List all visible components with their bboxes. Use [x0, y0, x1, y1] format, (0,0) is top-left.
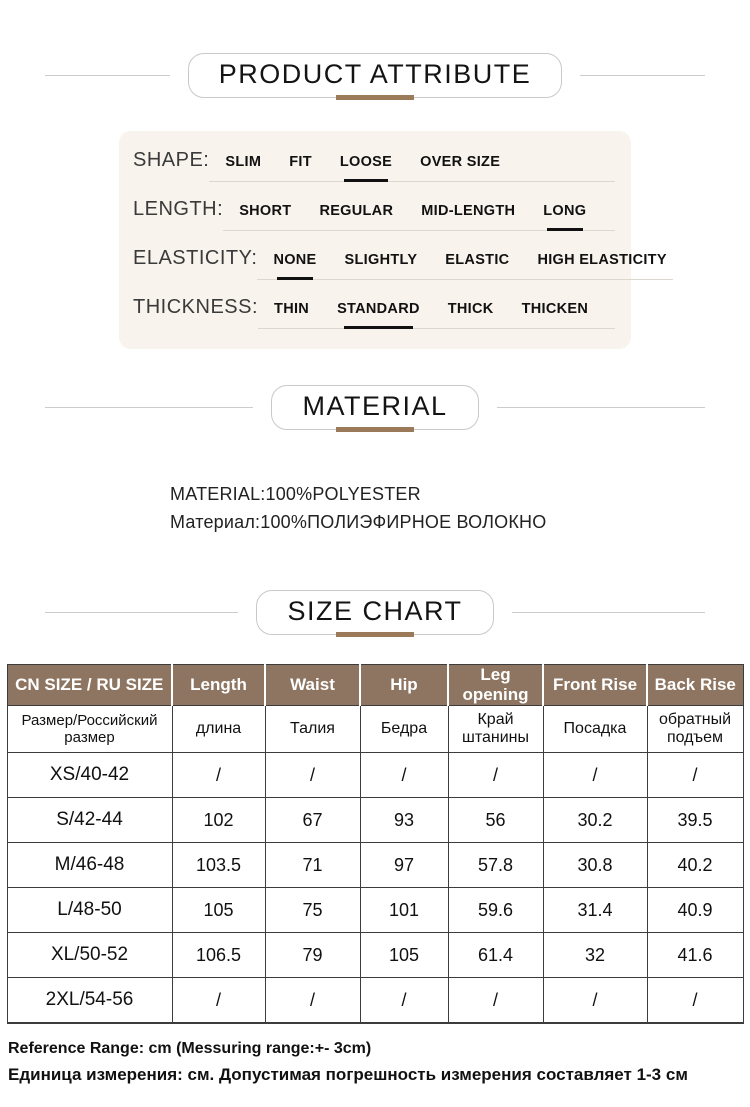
value-cell: 105 [172, 888, 265, 933]
value-cell: 30.2 [543, 798, 647, 843]
attribute-option: MID-LENGTH [421, 203, 516, 219]
table-row [7, 843, 743, 888]
size-cell: 2XL/54-56 [7, 978, 172, 1024]
attribute-option: STANDARD [337, 301, 420, 317]
section-title-size-chart: SIZE CHART [256, 590, 493, 635]
column-header: Back Rise [647, 665, 743, 706]
table-row [7, 933, 743, 978]
value-cell: 31.4 [543, 888, 647, 933]
header-line-right [497, 407, 705, 408]
attribute-row-thickness [133, 296, 615, 329]
value-cell: 32 [543, 933, 647, 978]
table-header-row-en [7, 665, 743, 706]
attribute-label-length: LENGTH: [133, 198, 224, 220]
material-line-en: MATERIAL:100%POLYESTER [170, 484, 421, 504]
value-cell: 59.6 [448, 888, 543, 933]
table-row [7, 798, 743, 843]
attribute-option: SHORT [239, 203, 292, 219]
header-line-right [512, 612, 705, 613]
attribute-options-elasticity [257, 252, 672, 280]
column-header-ru: Посадка [543, 706, 647, 753]
column-header: Leg opening [448, 665, 543, 706]
value-cell: / [172, 978, 265, 1024]
table-row [7, 888, 743, 933]
attribute-label-elasticity: ELASTICITY: [133, 247, 258, 269]
value-cell: 97 [360, 843, 448, 888]
footer-notes [8, 1037, 742, 1088]
value-cell: / [360, 753, 448, 798]
attribute-option: NONE [273, 252, 317, 268]
table-row [7, 978, 743, 1024]
column-header: Waist [265, 665, 360, 706]
value-cell: 105 [360, 933, 448, 978]
value-cell: / [543, 753, 647, 798]
attributes-panel [119, 131, 667, 349]
value-cell: 102 [172, 798, 265, 843]
value-cell: 67 [265, 798, 360, 843]
attribute-row-length [133, 198, 615, 231]
value-cell: / [647, 753, 743, 798]
value-cell: 41.6 [647, 933, 743, 978]
column-header-ru: обратный подъем [647, 706, 743, 753]
material-block [170, 480, 750, 536]
value-cell: 101 [360, 888, 448, 933]
value-cell: / [448, 753, 543, 798]
size-cell: XL/50-52 [7, 933, 172, 978]
value-cell: 57.8 [448, 843, 543, 888]
attribute-option: THIN [274, 301, 310, 317]
attribute-option: HIGH ELASTICITY [537, 252, 667, 268]
value-cell: 71 [265, 843, 360, 888]
table-header-row-ru [7, 706, 743, 753]
value-cell: 39.5 [647, 798, 743, 843]
attribute-label-thickness: THICKNESS: [133, 296, 259, 318]
material-line-ru: Материал:100%ПОЛИЭФИРНОЕ ВОЛОКНО [170, 512, 547, 532]
header-line-left [45, 612, 238, 613]
size-cell: M/46-48 [7, 843, 172, 888]
section-title-material: MATERIAL [271, 385, 478, 430]
section-header-product-attribute [45, 53, 705, 98]
attribute-row-elasticity [133, 247, 667, 280]
column-header: Front Rise [543, 665, 647, 706]
size-cell: L/48-50 [7, 888, 172, 933]
value-cell: 40.9 [647, 888, 743, 933]
value-cell: / [543, 978, 647, 1024]
header-line-left [45, 75, 170, 76]
value-cell: 61.4 [448, 933, 543, 978]
column-header: Hip [360, 665, 448, 706]
attribute-option: LONG [543, 203, 587, 219]
column-header-ru: Край штанины [448, 706, 543, 753]
size-chart-table [7, 664, 744, 1024]
reference-range-en: Reference Range: cm (Messuring range:+- 3cm) [8, 1040, 372, 1057]
value-cell: 106.5 [172, 933, 265, 978]
size-cell: S/42-44 [7, 798, 172, 843]
reference-range-ru: Единица измерения: см. Допустимая погрешность измерения составляет 1-3 см [8, 1065, 688, 1084]
value-cell: 79 [265, 933, 360, 978]
page [0, 53, 750, 1088]
attribute-options-thickness [258, 301, 615, 329]
attribute-option: REGULAR [319, 203, 394, 219]
attribute-label-shape: SHAPE: [133, 149, 210, 171]
header-line-left [45, 407, 253, 408]
attribute-option: OVER SIZE [420, 154, 501, 170]
value-cell: / [360, 978, 448, 1024]
attribute-row-shape [133, 149, 615, 182]
value-cell: 75 [265, 888, 360, 933]
section-header-size-chart [45, 590, 705, 635]
table-row [7, 753, 743, 798]
attribute-options-length [223, 203, 615, 231]
column-header-ru: Талия [265, 706, 360, 753]
attribute-option: THICK [447, 301, 494, 317]
column-header-ru: Размер/Российский размер [7, 706, 172, 753]
attribute-option: LOOSE [339, 154, 393, 170]
column-header: CN SIZE / RU SIZE [7, 665, 172, 706]
size-table-body [7, 753, 743, 1024]
attribute-option: ELASTIC [445, 252, 510, 268]
section-header-material [45, 385, 705, 430]
value-cell: 40.2 [647, 843, 743, 888]
value-cell: / [172, 753, 265, 798]
attribute-option: THICKEN [521, 301, 589, 317]
value-cell: 30.8 [543, 843, 647, 888]
size-cell: XS/40-42 [7, 753, 172, 798]
attribute-options-shape [209, 154, 615, 182]
header-line-right [580, 75, 705, 76]
value-cell: 93 [360, 798, 448, 843]
column-header-ru: Бедра [360, 706, 448, 753]
attribute-option: FIT [289, 154, 312, 170]
value-cell: / [265, 978, 360, 1024]
value-cell: 103.5 [172, 843, 265, 888]
value-cell: / [647, 978, 743, 1024]
value-cell: / [448, 978, 543, 1024]
attribute-option: SLIGHTLY [344, 252, 418, 268]
value-cell: 56 [448, 798, 543, 843]
value-cell: / [265, 753, 360, 798]
attribute-option: SLIM [225, 154, 262, 170]
column-header-ru: длина [172, 706, 265, 753]
section-title-product-attribute: PRODUCT ATTRIBUTE [188, 53, 563, 98]
column-header: Length [172, 665, 265, 706]
